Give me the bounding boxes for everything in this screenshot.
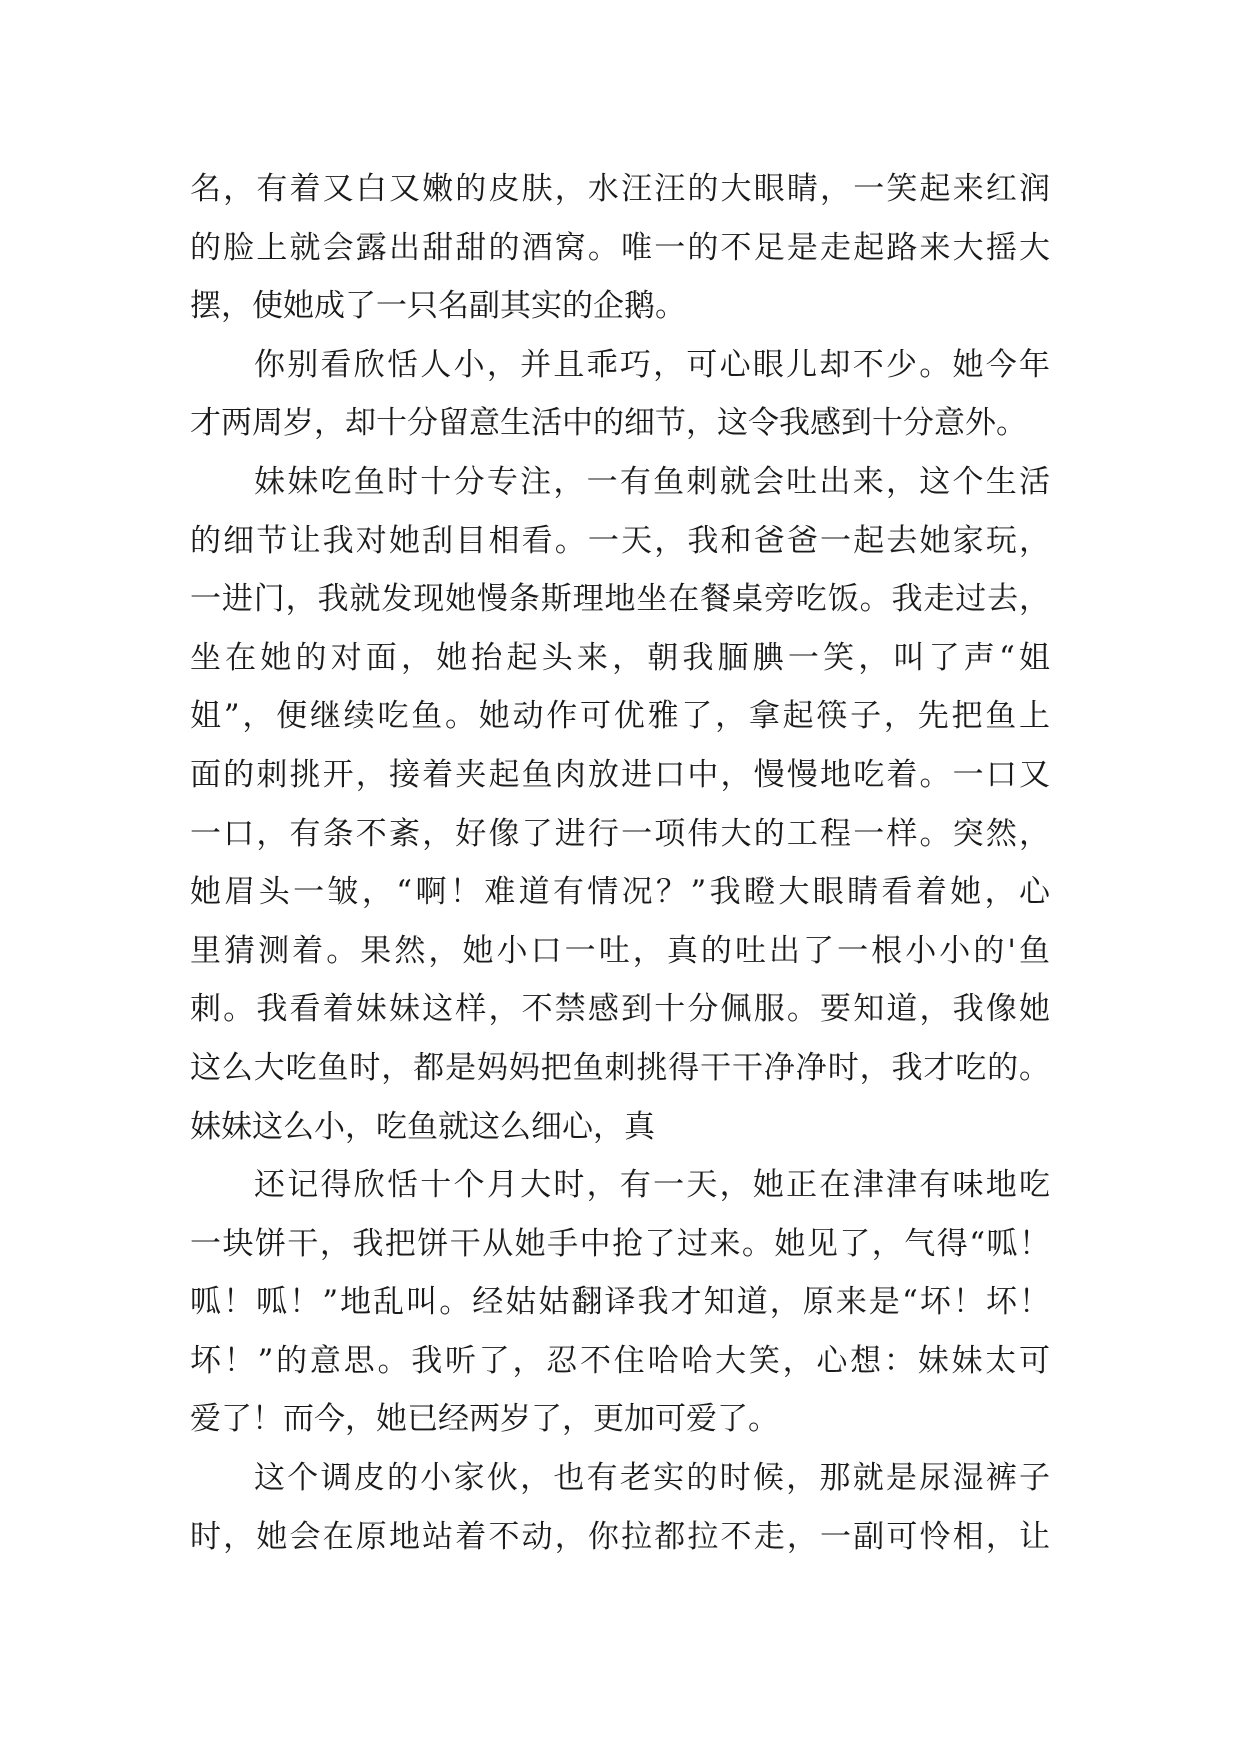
text-line: 刺。我看着妹妹这样，不禁感到十分佩服。要知道，我像她 bbox=[190, 991, 1050, 1028]
text-line: 一口，有条不紊，好像了进行一项伟大的工程一样。突然， bbox=[190, 815, 1050, 852]
text-line: 面的刺挑开，接着夹起鱼肉放进口中，慢慢地吃着。一口又 bbox=[190, 756, 1050, 793]
text-line: 的细节让我对她刮目相看。一天，我和爸爸一起去她家玩， bbox=[190, 522, 1050, 559]
text-line: 坏！”的意思。我听了，忍不住哈哈大笑，心想：妹妹太可 bbox=[190, 1342, 1050, 1379]
text-line: 呱！呱！”地乱叫。经姑姑翻译我才知道，原来是“坏！坏！ bbox=[190, 1284, 1050, 1321]
text-line: 名，有着又白又嫩的皮肤，水汪汪的大眼睛，一笑起来红润 bbox=[190, 171, 1050, 207]
text-line: 才两周岁，却十分留意生活中的细节，这令我感到十分意外。 bbox=[190, 405, 1027, 442]
text-line: 坐在她的对面，她抬起头来，朝我腼腆一笑，叫了声“姐 bbox=[190, 639, 1050, 676]
text-line: 爱了！而今，她已经两岁了，更加可爱了。 bbox=[190, 1401, 779, 1438]
text-line: 她眉头一皱，“啊！难道有情况？”我瞪大眼睛看着她，心 bbox=[190, 874, 1050, 911]
text-line: 这么大吃鱼时，都是妈妈把鱼刺挑得干干净净时，我才吃的。 bbox=[190, 1049, 1050, 1086]
text-line: 的脸上就会露出甜甜的酒窝。唯一的不足是走起路来大摇大 bbox=[190, 229, 1050, 266]
text-line: 一块饼干，我把饼干从她手中抢了过来。她见了，气得“呱！ bbox=[190, 1225, 1050, 1262]
text-line: 摆，使她成了一只名副其实的企鹅。 bbox=[190, 288, 686, 325]
text-line: 妹妹这么小，吃鱼就这么细心，真 bbox=[190, 1108, 655, 1145]
text-line: 里猜测着。果然，她小口一吐，真的吐出了一根小小的'鱼 bbox=[190, 932, 1050, 969]
article-body bbox=[190, 160, 1050, 1566]
text-line: 一进门，我就发现她慢条斯理地坐在餐桌旁吃饭。我走过去， bbox=[190, 581, 1050, 618]
text-line: 时，她会在原地站着不动，你拉都拉不走，一副可怜相，让 bbox=[190, 1518, 1050, 1555]
paragraph-first-line: 妹妹吃鱼时十分专注，一有鱼刺就会吐出来，这个生活 bbox=[254, 463, 1050, 500]
paragraph-first-line: 你别看欣恬人小，并且乖巧，可心眼儿却不少。她今年 bbox=[254, 346, 1050, 383]
paragraph-first-line: 这个调皮的小家伙，也有老实的时候，那就是尿湿裤子 bbox=[254, 1460, 1050, 1497]
text-line: 姐”，便继续吃鱼。她动作可优雅了，拿起筷子，先把鱼上 bbox=[190, 698, 1050, 735]
paragraph-first-line: 还记得欣恬十个月大时，有一天，她正在津津有味地吃 bbox=[254, 1167, 1050, 1204]
